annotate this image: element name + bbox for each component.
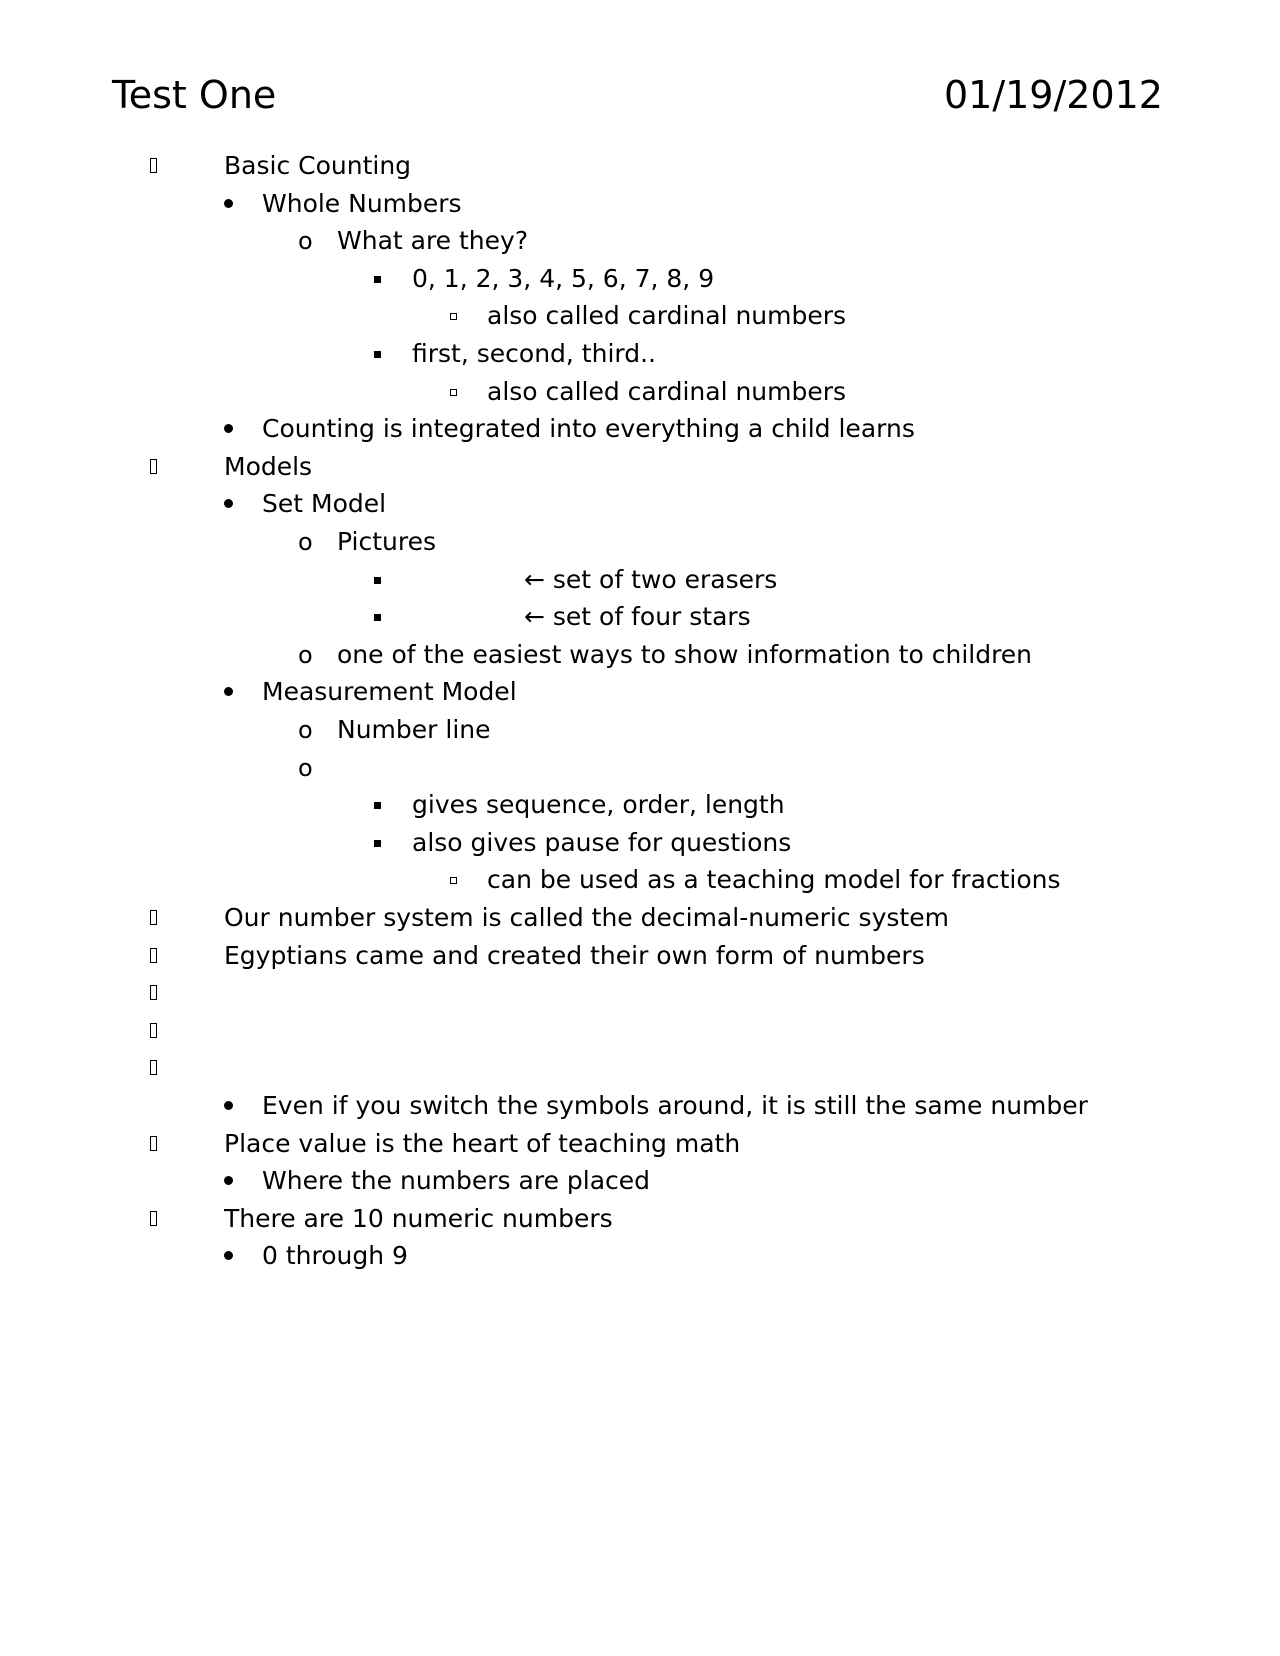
circle-bullet-icon: o bbox=[298, 227, 313, 256]
outline-item bbox=[0, 298, 1280, 334]
outline-item-text: one of the easiest ways to show information to children bbox=[337, 639, 1033, 669]
dot-bullet-icon bbox=[224, 1251, 233, 1260]
square-filled-bullet-icon bbox=[374, 276, 381, 283]
outline-item-text: also gives pause for questions bbox=[412, 827, 792, 857]
dot-bullet-icon bbox=[224, 1176, 233, 1185]
outline-item-text: Egyptians came and created their own form of numbers bbox=[224, 940, 925, 970]
dot-bullet-icon bbox=[224, 687, 233, 696]
outline-item-text: 0 through 9 bbox=[262, 1241, 408, 1271]
outline-item-text: gives sequence, order, length bbox=[412, 790, 785, 820]
outline-item bbox=[0, 374, 1280, 410]
circle-bullet-icon: o bbox=[298, 528, 313, 556]
outline-item-text: Our number system is called the decimal-numeric system bbox=[224, 903, 949, 932]
outline-item-text: Place value is the heart of teaching math bbox=[224, 1128, 741, 1158]
outline-item bbox=[0, 637, 1280, 673]
square-filled-bullet-icon bbox=[374, 577, 381, 584]
outline-item bbox=[0, 411, 1280, 447]
square-filled-bullet-icon bbox=[374, 840, 381, 847]
circle-bullet-icon: o bbox=[298, 716, 313, 744]
outline-item-text: There are 10 numeric numbers bbox=[224, 1203, 613, 1233]
outline-item-text: Basic Counting bbox=[224, 151, 412, 180]
outline-item bbox=[0, 1013, 1280, 1049]
outline-item bbox=[0, 1088, 1280, 1124]
square-bullet-icon bbox=[150, 158, 157, 173]
circle-bullet-icon: o bbox=[298, 753, 313, 782]
square-bullet-icon bbox=[150, 1023, 157, 1038]
outline-item bbox=[0, 599, 1280, 635]
outline-item bbox=[0, 900, 1280, 936]
page-title: Test One bbox=[112, 73, 277, 117]
outline-item-text: 0, 1, 2, 3, 4, 5, 6, 7, 8, 9 bbox=[412, 263, 715, 293]
square-bullet-icon bbox=[150, 1136, 157, 1151]
outline-item bbox=[0, 186, 1280, 222]
page-date: 01/19/2012 bbox=[943, 73, 1163, 117]
outline-item-text: Pictures bbox=[337, 527, 436, 556]
square-bullet-icon bbox=[150, 1060, 157, 1075]
outline-item bbox=[0, 486, 1280, 522]
square-hollow-bullet-icon bbox=[450, 389, 457, 396]
outline-item-text: Number line bbox=[337, 715, 491, 744]
dot-bullet-icon bbox=[224, 499, 233, 508]
outline-item bbox=[0, 449, 1280, 485]
outline-item bbox=[0, 1201, 1280, 1237]
outline-item bbox=[0, 1126, 1280, 1162]
square-bullet-icon bbox=[150, 1211, 157, 1226]
outline-item bbox=[0, 261, 1280, 297]
outline-item-text: Whole Numbers bbox=[262, 188, 462, 218]
outline-item bbox=[0, 862, 1280, 898]
outline-item bbox=[0, 712, 1280, 748]
square-bullet-icon bbox=[150, 910, 157, 925]
outline-item bbox=[0, 524, 1280, 560]
outline-item bbox=[0, 825, 1280, 861]
outline-item-text: can be used as a teaching model for fractions bbox=[487, 865, 1061, 895]
square-bullet-icon bbox=[150, 985, 157, 1000]
square-filled-bullet-icon bbox=[374, 614, 381, 621]
outline-item-text: Counting is integrated into everything a child learns bbox=[262, 414, 915, 444]
outline-item bbox=[0, 674, 1280, 710]
outline-item bbox=[0, 1050, 1280, 1086]
outline-item-text: Where the numbers are placed bbox=[262, 1166, 651, 1196]
square-bullet-icon bbox=[150, 948, 157, 963]
outline-item-text: Measurement Model bbox=[262, 677, 517, 707]
outline-item bbox=[0, 223, 1280, 259]
outline-item-text: first, second, third.. bbox=[412, 339, 656, 368]
circle-bullet-icon: o bbox=[298, 640, 313, 669]
outline-item bbox=[0, 938, 1280, 974]
outline-item-text: ← set of two erasers bbox=[524, 564, 778, 594]
dot-bullet-icon bbox=[224, 424, 233, 433]
square-filled-bullet-icon bbox=[374, 802, 381, 809]
outline-item bbox=[0, 1163, 1280, 1199]
outline-item bbox=[0, 787, 1280, 823]
outline-item-text: also called cardinal numbers bbox=[487, 301, 847, 331]
outline-item bbox=[0, 750, 1280, 786]
square-hollow-bullet-icon bbox=[450, 313, 457, 320]
dot-bullet-icon bbox=[224, 1101, 233, 1110]
outline-item-text: What are they? bbox=[337, 226, 529, 256]
outline-item-text: Set Model bbox=[262, 489, 387, 519]
outline-item-text: ← set of four stars bbox=[524, 602, 751, 632]
outline-item-text: also called cardinal numbers bbox=[487, 376, 847, 406]
outline-item bbox=[0, 562, 1280, 598]
dot-bullet-icon bbox=[224, 199, 233, 208]
outline-item bbox=[0, 148, 1280, 184]
square-hollow-bullet-icon bbox=[450, 877, 457, 884]
square-bullet-icon bbox=[150, 459, 157, 474]
outline-item-text: Models bbox=[224, 451, 313, 481]
outline-item bbox=[0, 975, 1280, 1011]
outline-item bbox=[0, 1238, 1280, 1274]
outline-item-text: Even if you switch the symbols around, it is still the same number bbox=[262, 1091, 1088, 1120]
square-filled-bullet-icon bbox=[374, 351, 381, 358]
outline-item bbox=[0, 336, 1280, 372]
